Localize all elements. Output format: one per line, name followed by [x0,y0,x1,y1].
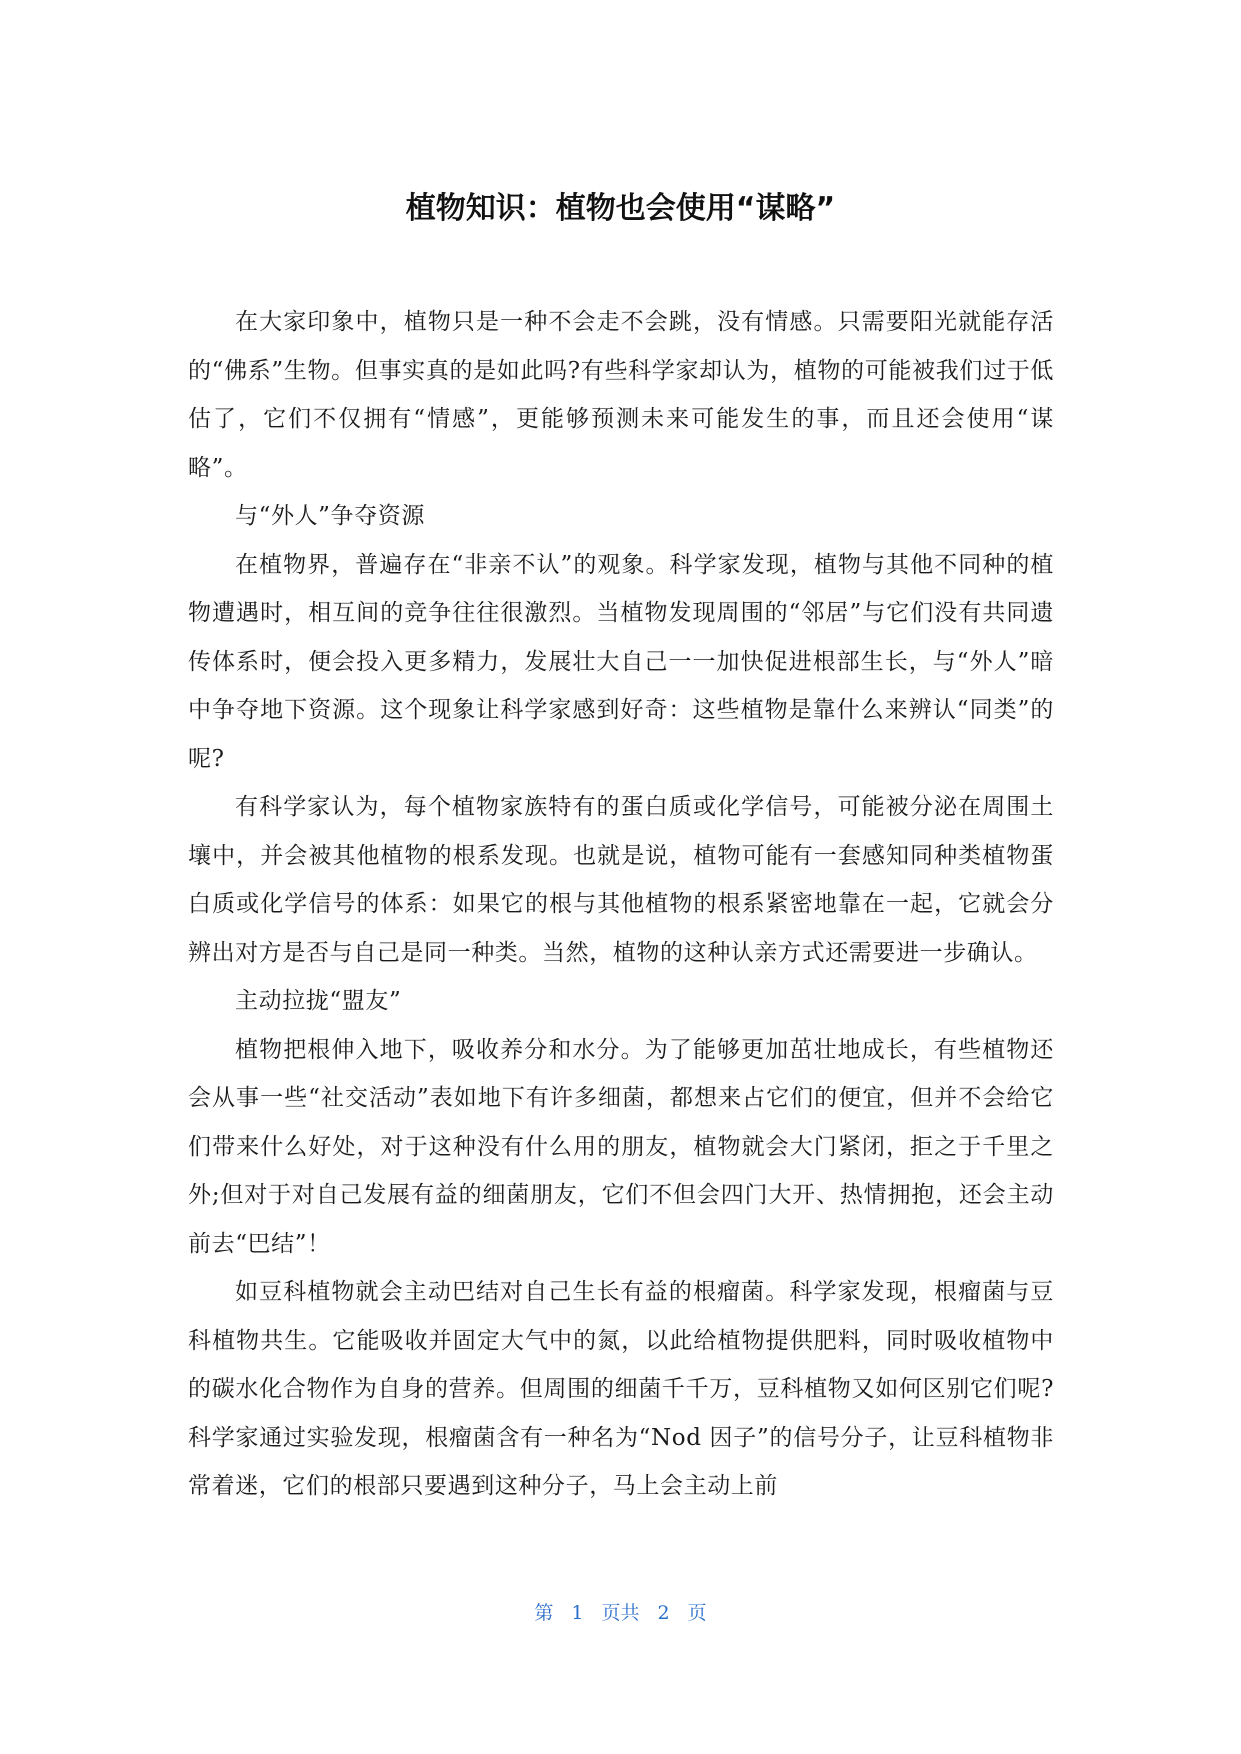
page-label-prefix: 第 [534,1602,554,1624]
section-heading-allies: 主动拉拢“盟友” [235,988,402,1014]
paragraph-kin-recognition: 在植物界，普遍存在“非亲不认”的观象。科学家发现，植物与其他不同种的植物遭遇时，相互间的竞争往往很激烈。当植物发现周围的“邻居”与它们没有共同遗传体系时，便会投入更多精力，发展壮大自己一一加快促进根部生长，与“外人”暗中争夺地下资源。这个现象让科学家感到好奇：这些植物是靠什么来辨认“同类”的呢? [188,551,1054,772]
page-footer [0,1598,1241,1625]
paragraph-rhizobia: 如豆科植物就会主动巴结对自己生长有益的根瘤菌。科学家发现，根瘤菌与豆科植物共生。它能吸收并固定大气中的氮，以此给植物提供肥料，同时吸收植物中的碳水化合物作为自身的营养。但周围的细菌千千万，豆科植物又如何区别它们呢?科学家通过实验发现，根瘤菌含有一种名为“Nod 因子”的信号分子，让豆科植物非常着迷，它们的根部只要遇到这种分子，马上会主动上前 [188,1279,1054,1499]
document-body [188,298,1054,1511]
paragraph-social-activity: 植物把根伸入地下，吸收养分和水分。为了能够更加茁壮地成长，有些植物还会从事一些“社交活动”表如地下有许多细菌，都想来占它们的便宜，但并不会给它们带来什么好处，对于这种没有什么用的朋友，植物就会大门紧闭，拒之于千里之外;但对于对自己发展有益的细菌朋友，它们不但会四门大开、热情拥抱，还会主动前去“巴结”！ [188,1036,1054,1257]
paragraph-chemical-signals: 有科学家认为，每个植物家族特有的蛋白质或化学信号，可能被分泌在周围土壤中，并会被其他植物的根系发现。也就是说，植物可能有一套感知同种类植物蛋白质或化学信号的体系：如果它的根与其他植物的根系紧密地靠在一起，它就会分辨出对方是否与自己是同一种类。当然，植物的这种认亲方式还需要进一步确认。 [188,794,1054,966]
page-label-mid: 页共 [601,1602,640,1624]
document-title: 植物知识：植物也会使用“谋略” [405,191,836,226]
section-heading-compete: 与“外人”争夺资源 [235,503,425,529]
page-label-suffix: 页 [687,1602,707,1624]
total-pages: 2 [657,1602,670,1624]
page-number: 1 [571,1602,584,1624]
paragraph-intro: 在大家印象中，植物只是一种不会走不会跳，没有情感。只需要阳光就能存活的“佛系”生物。但事实真的是如此吗?有些科学家却认为，植物的可能被我们过于低估了，它们不仅拥有“情感”，更能够预测未来可能发生的事，而且还会使用“谋略”。 [188,309,1054,481]
